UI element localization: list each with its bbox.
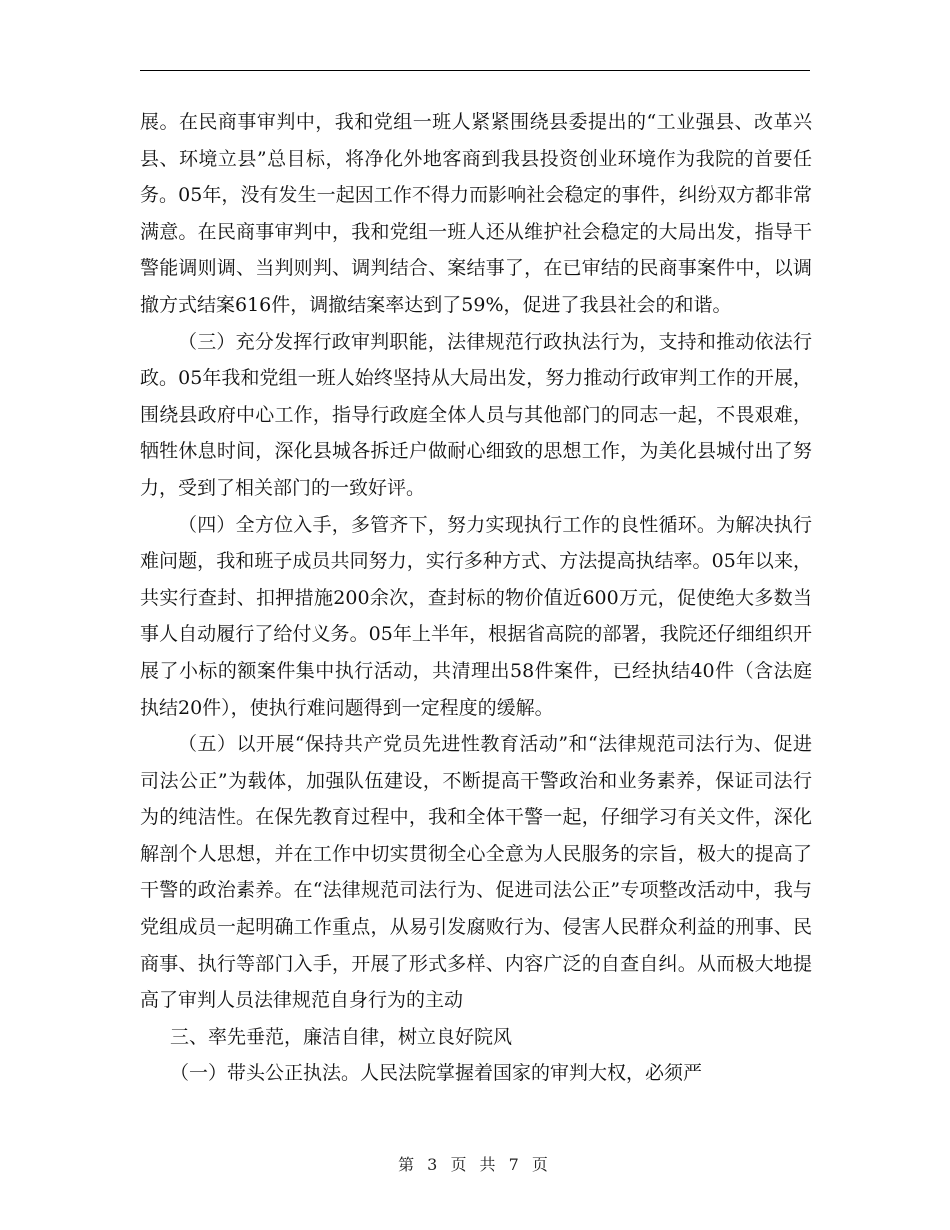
- document-body: [140, 104, 812, 1092]
- paragraph-section-3: （三）充分发挥行政审判职能，法律规范行政执法行为，支持和推动依法行政。05年我和党组一班人始终坚持从大局出发，努力推动行政审判工作的开展，围绕县政府中心工作，指导行政庭全体人员与其他部门的同志一起，不畏艰难，牺牲休息时间，深化县城各拆迁户做耐心细致的思想工作，为美化县城付出了努力，受到了相关部门的一致好评。: [140, 330, 812, 499]
- paragraph-part-3-1: （一）带头公正执法。人民法院掌握着国家的审判大权，必须严: [170, 1062, 703, 1085]
- paragraph-section-4: （四）全方位入手，多管齐下，努力实现执行工作的良性循环。为解决执行难问题，我和班子成员共同努力，实行多种方式、方法提高执结率。05年以来，共实行查封、扣押措施200余次，查封标的物价值近600万元，促使绝大多数当事人自动履行了给付义务。05年上半年，根据省高院的部署，我院还仔细组织开展了小标的额案件集中执行活动，共清理出58件案件，已经执结40件（含法庭执结20件），使执行难问题得到一定程度的缓解。: [140, 513, 812, 719]
- paragraph-continuation: 展。在民商事审判中，我和党组一班人紧紧围绕县委提出的“工业强县、改革兴县、环境立县”总目标，将净化外地客商到我县投资创业环境作为我院的首要任务。05年，没有发生一起因工作不得力而影响社会稳定的事件，纠纷双方都非常满意。在民商事审判中，我和党组一班人还从维护社会稳定的大局出发，指导干警能调则调、当判则判、调判结合、案结事了，在已审结的民商事案件中，以调撤方式结案616件，调撤结案率达到了59%，促进了我县社会的和谐。: [140, 111, 812, 316]
- page-number-footer: 第 3 页 共 7 页: [398, 1155, 552, 1174]
- paragraph-section-5: （五）以开展“保持共产党员先进性教育活动”和“法律规范司法行为、促进司法公正”为载体，加强队伍建设，不断提高干警政治和业务素养，保证司法行为的纯洁性。在保先教育过程中，我和全体干警一起，仔细学习有关文件，深化解剖个人思想，并在工作中切实贯彻全心全意为人民服务的宗旨，极大的提高了干警的政治素养。在“法律规范司法行为、促进司法公正”专项整改活动中，我与党组成员一起明确工作重点，从易引发腐败行为、侵害人民群众利益的刑事、民商事、执行等部门入手，开展了形式多样、内容广泛的自查自纠。从而极大地提高了审判人员法律规范自身行为的主动: [140, 733, 812, 1012]
- header-rule: [140, 70, 810, 71]
- heading-part-3: 三、率先垂范，廉洁自律，树立良好院风: [170, 1025, 513, 1048]
